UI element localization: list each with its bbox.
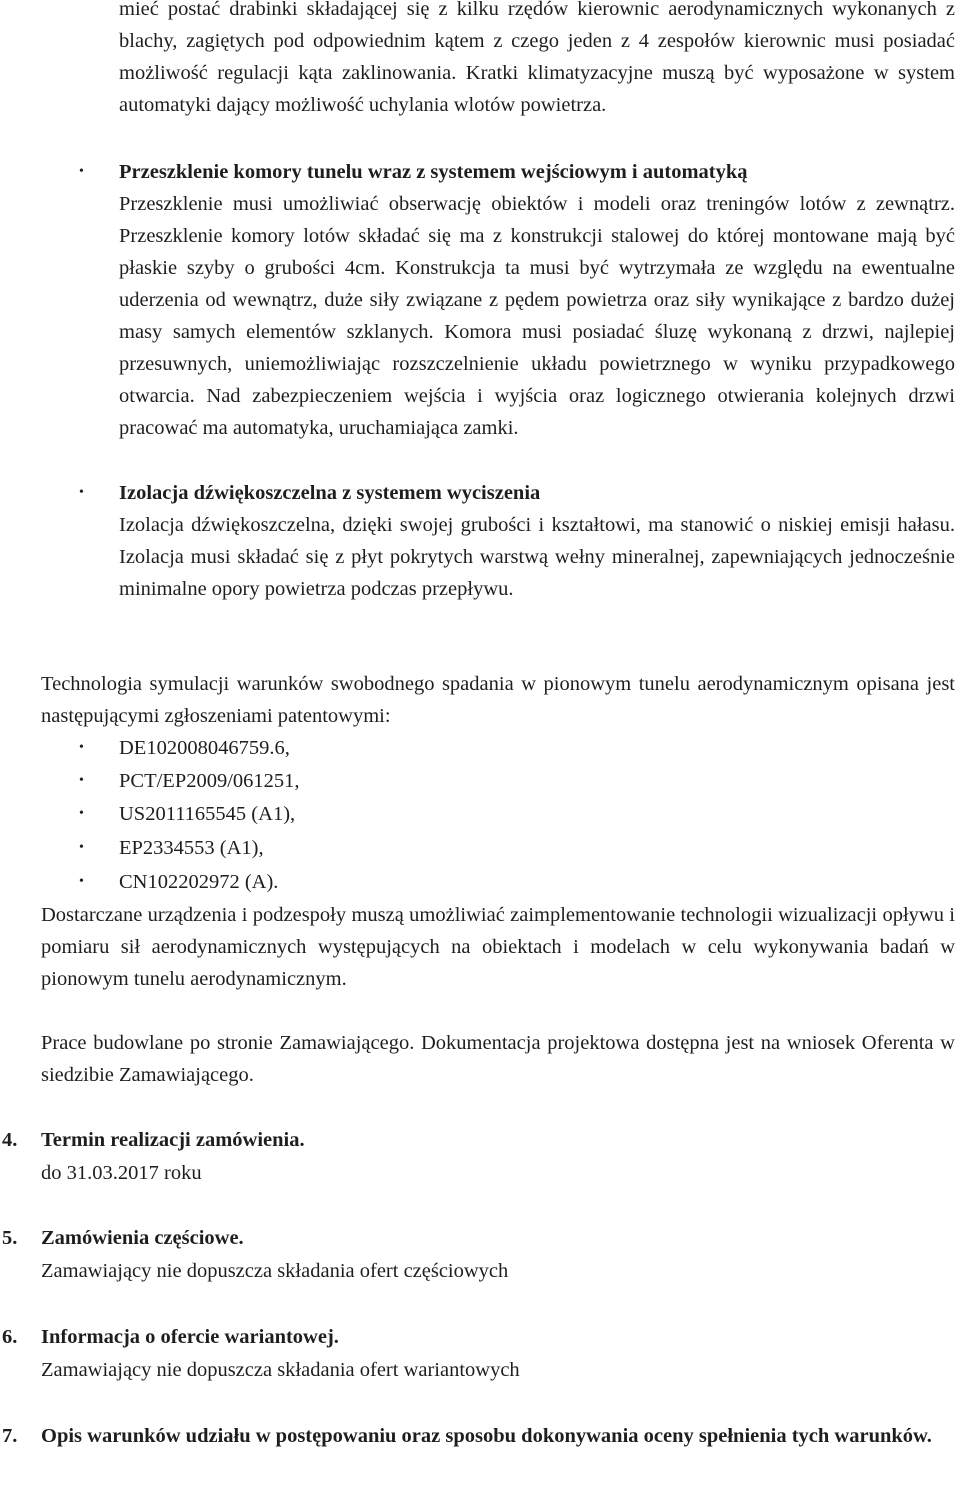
bullet-icon: • <box>79 806 84 821</box>
patent-item: EP2334553 (A1), <box>119 837 264 859</box>
bullet-icon: • <box>79 485 84 500</box>
section-title-variant-offer: Informacja o ofercie wariantowej. <box>41 1326 339 1348</box>
section-number: 4. <box>2 1129 18 1151</box>
section-body: Zamawiający nie dopuszcza składania ofert wariantowych <box>41 1359 520 1381</box>
patent-item: PCT/EP2009/061251, <box>119 770 300 792</box>
bullet-item-soundproofing <box>119 477 955 605</box>
bullet-body: Przeszklenie musi umożliwiać obserwację obiektów i modeli oraz treningów lotów z zewnątrz. Przeszklenie komory lotów składać się ma z konstrukcji stalowej do której montowane mają być płaskie szyby o grubości 4cm. Konstrukcja ta musi być wytrzymała ze względu na ewentualne uderzenia od wewnątrz, duże siły związane z pędem powietrza oraz siły wynikające z bardzo dużej masy samych elementów szklanych. Komora musi posiadać śluzę wykonaną z drzwi, najlepiej przesuwnych, uniemożliwiając rozszczelnienie układu powietrznego w wyniku przypadkowego otwarcia. Nad zabezpieczeniem wejścia i wyjścia oraz logicznego otwierania kolejnych drzwi pracować ma automatyka, uruchamiająca zamki. <box>119 193 955 439</box>
bullet-item-glazing <box>119 156 955 444</box>
section-title-deadline: Termin realizacji zamówienia. <box>41 1129 305 1151</box>
bullet-title: Przeszklenie komory tunelu wraz z systemem wejściowym i automatyką <box>119 161 748 183</box>
bullet-body: Izolacja dźwiękoszczelna, dzięki swojej grubości i kształtowi, ma stanowić o niskiej emisji hałasu. Izolacja musi składać się z płyt pokrytych warstwą wełny mineralnej, zapewniających jednocześnie minimalne opory powietrza podczas przepływu. <box>119 514 955 600</box>
section-body: Zamawiający nie dopuszcza składania ofert częściowych <box>41 1260 509 1282</box>
intro-paragraph: mieć postać drabinki składającej się z kilku rzędów kierownic aerodynamicznych wykonanych z blachy, zagiętych pod odpowiednim kątem z czego jeden z 4 zespołów kierownic musi posiadać możliwość regulacji kąta zaklinowania. Kratki klimatyzacyjne muszą być wyposażone w system automatyki dający możliwość uchylania wlotów powietrza. <box>119 0 955 116</box>
construction-paragraph: Prace budowlane po stronie Zamawiającego. Dokumentacja projektowa dostępna jest na wniosek Oferenta w siedzibie Zamawiającego. <box>41 1032 955 1086</box>
patent-item: CN102202972 (A). <box>119 871 279 893</box>
devices-paragraph: Dostarczane urządzenia i podzespoły muszą umożliwiać zaimplementowanie technologii wizualizacji opływu i pomiaru sił aerodynamicznych występujących na obiektach i modelach w celu wykonywania badań w pionowym tunelu aerodynamicznym. <box>41 904 955 990</box>
bullet-icon: • <box>79 840 84 855</box>
section-title-participation-conditions: Opis warunków udziału w postępowaniu oraz sposobu dokonywania oceny spełnienia tych warunków. <box>41 1425 932 1447</box>
bullet-icon: • <box>79 740 84 755</box>
bullet-icon: • <box>79 164 84 179</box>
patent-item: DE102008046759.6, <box>119 737 290 759</box>
section-number: 7. <box>2 1425 18 1447</box>
bullet-icon: • <box>79 773 84 788</box>
technology-paragraph: Technologia symulacji warunków swobodnego spadania w pionowym tunelu aerodynamicznym opisana jest następującymi zgłoszeniami patentowymi: <box>41 673 955 727</box>
patent-item: US2011165545 (A1), <box>119 803 296 825</box>
bullet-icon: • <box>79 874 84 889</box>
section-body: do 31.03.2017 roku <box>41 1162 202 1184</box>
section-title-partial-orders: Zamówienia częściowe. <box>41 1227 244 1249</box>
section-number: 6. <box>2 1326 18 1348</box>
section-number: 5. <box>2 1227 18 1249</box>
bullet-title: Izolacja dźwiękoszczelna z systemem wyciszenia <box>119 482 541 504</box>
